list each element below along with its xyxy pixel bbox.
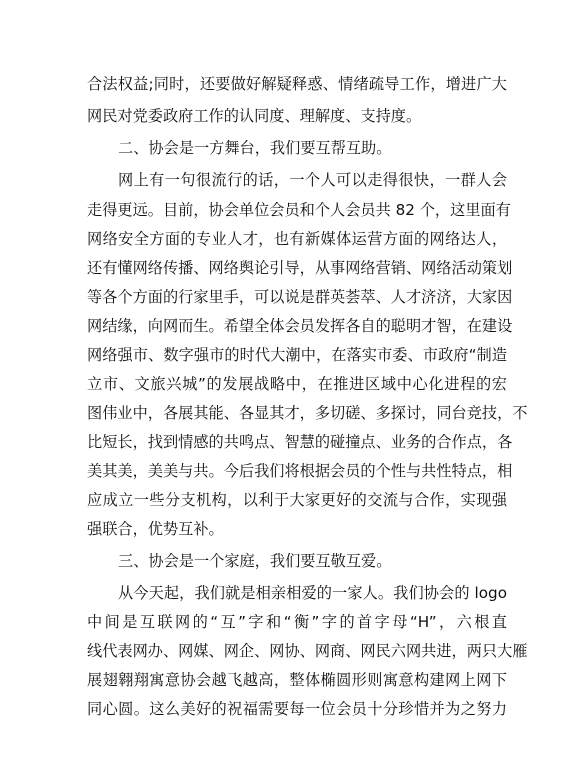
text-line: 网上有一句很流行的话，一个人可以走得很快，一群人会	[118, 171, 507, 189]
section-heading: 二、协会是一方舞台，我们要互帮互助。	[118, 139, 392, 157]
text-line: 美其美，美美与共。今后我们将根据会员的个性与共性特点，相	[87, 462, 513, 480]
text-line: 走得更远。目前，协会单位会员和个人会员共 82 个，这里面有	[87, 201, 511, 219]
text-line: 等各个方面的行家里手，可以说是群英荟萃、人才济济，大家因	[87, 288, 513, 306]
section-heading: 三、协会是一个家庭，我们要互敬互爱。	[118, 552, 392, 570]
text-line: 网民对党委政府工作的认同度、理解度、支持度。	[87, 107, 422, 125]
text-line: 合法权益;同时，还要做好解疑释惑、情绪疏导工作，增进广大	[87, 75, 507, 93]
text-line: 还有懂网络传播、网络舆论引导，从事网络营销、网络活动策划	[87, 259, 513, 277]
text-line: 强联合，优势互补。	[87, 520, 224, 538]
text-line: 从今天起，我们就是相亲相爱的一家人。我们协会的 logo	[118, 584, 507, 602]
text-line: 比短长，找到情感的共鸣点、智慧的碰撞点、业务的合作点，各	[87, 433, 513, 451]
text-line: 网络安全方面的专业人才，也有新媒体运营方面的网络达人，	[87, 230, 507, 248]
text-line: 展翅翱翔寓意协会越飞越高，整体椭圆形则寓意构建网上网下	[87, 671, 507, 689]
text-line: 应成立一些分支机构，以利于大家更好的交流与合作，实现强	[87, 491, 507, 509]
text-line: 网络强市、数字强市的时代大潮中，在落实市委、市政府“制造	[87, 346, 507, 364]
text-line: 立市、文旅兴城”的发展战略中，在推进区域中心化进程的宏	[87, 375, 507, 393]
text-line: 中间是互联网的“互”字和“衡”字的首字母“H”，六根直	[87, 613, 507, 631]
text-line: 图伟业中，各展其能、各显其才，多切磋、多探讨，同台竞技，不	[87, 404, 528, 422]
text-line: 同心圆。这么美好的祝福需要每一位会员十分珍惜并为之努力	[87, 700, 507, 718]
text-line: 网结缘，向网而生。希望全体会员发挥各自的聪明才智，在建设	[87, 317, 513, 335]
text-line: 线代表网办、网媒、网企、网协、网商、网民六网共进，两只大雁	[87, 642, 528, 660]
